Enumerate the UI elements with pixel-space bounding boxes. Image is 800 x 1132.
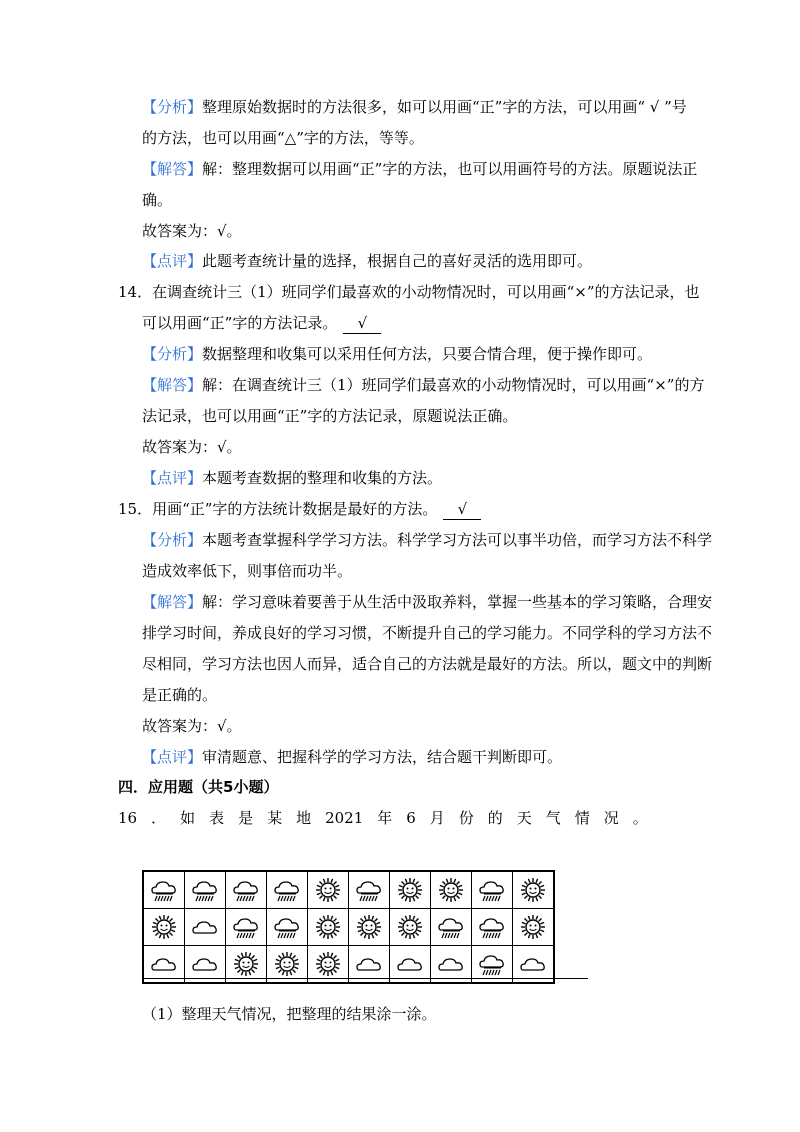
weather-row: [143, 871, 554, 909]
q16-stem-char: 况: [603, 809, 619, 827]
cloud-icon: [513, 951, 553, 977]
q14-stem-text: 可以用画“正”字的方法记录。: [142, 314, 338, 332]
q13-comment-line: [142, 251, 592, 271]
weather-cell: [226, 871, 267, 909]
q15-answer-line1: [142, 592, 712, 612]
weather-cell: [185, 909, 226, 946]
q15-final-answer: 故答案为：√。: [142, 717, 242, 735]
q14-answer-line2: 法记录，也可以用画“正”字的方法记录，原题说法正确。: [142, 407, 518, 425]
sun-icon: [308, 914, 348, 940]
sun-icon: [267, 951, 307, 977]
q13-answer-line1: [142, 159, 697, 179]
sun-icon: [513, 914, 553, 940]
weather-cell: [226, 909, 267, 946]
q14-answer-blank: √: [343, 313, 381, 334]
sun-icon: [308, 877, 348, 903]
q14-answer-text: 解：在调查统计三（1）班同学们最喜欢的小动物情况时，可以用画“×”的方: [202, 376, 705, 394]
weather-cell: [267, 909, 308, 946]
weather-table: [142, 870, 555, 984]
weather-cell: [143, 871, 185, 909]
q13-answer-text: 解：整理数据可以用画“正”字的方法，也可以用画符号的方法。原题说法正: [202, 160, 698, 178]
q16-stem-char: 某: [267, 809, 283, 827]
cloud-icon: [349, 951, 389, 977]
sun-icon: [349, 914, 389, 940]
rain-icon: [472, 877, 512, 903]
q16-stem-char: 年: [377, 809, 393, 827]
analysis-tag: 【分析】: [142, 531, 203, 549]
rain-icon: [144, 877, 184, 903]
q15-answer-text: 解：学习意味着要善于从生活中汲取养料，掌握一些基本的学习策略，合理安: [202, 593, 713, 611]
analysis-tag: 【分析】: [142, 345, 203, 363]
q16-sub-question-1: （1）整理天气情况，把整理的结果涂一涂。: [142, 1005, 437, 1023]
q14-stem-line2: [142, 313, 381, 334]
q15-answer-line4: 是正确的。: [142, 686, 218, 704]
comment-tag: 【点评】: [142, 252, 203, 270]
weather-cell: [513, 871, 555, 909]
weather-cell: [390, 909, 431, 946]
q14-answer-line1: [142, 375, 704, 395]
sun-icon: [390, 877, 430, 903]
q16-stem-char: 地: [296, 809, 312, 827]
rain-icon: [267, 914, 307, 940]
weather-cell: [472, 871, 513, 909]
sun-icon: [226, 951, 266, 977]
q16-stem-char: 份: [458, 809, 474, 827]
q16-stem-char: 是: [238, 809, 254, 827]
cloud-icon: [431, 951, 471, 977]
cloud-icon: [144, 951, 184, 977]
weather-cell: [308, 871, 349, 909]
q16-stem-char: 表: [209, 809, 225, 827]
weather-row: [143, 909, 554, 946]
q16-stem-char: 气: [545, 809, 561, 827]
comment-tag: 【点评】: [142, 748, 203, 766]
weather-cell: [390, 871, 431, 909]
q13-answer-line2: 确。: [142, 191, 173, 209]
q14-final-answer: 故答案为：√。: [142, 438, 242, 456]
answer-tag: 【解答】: [142, 376, 203, 394]
q16-stem-char: 2021: [325, 809, 364, 827]
q15-answer-blank: √: [443, 499, 481, 520]
q16-stem-char: 情: [574, 809, 590, 827]
cloud-icon: [185, 914, 225, 940]
q16-stem-char: 如: [180, 809, 196, 827]
q15-answer-line3: 尽相同，学习方法也因人而异，适合自己的方法就是最好的方法。所以，题文中的判断: [142, 655, 713, 673]
answer-tag: 【解答】: [142, 593, 203, 611]
sun-icon: [308, 951, 348, 977]
weather-cell: [349, 909, 390, 946]
table-underline: [142, 978, 588, 979]
q15-analysis-line1: [142, 530, 712, 550]
comment-tag: 【点评】: [142, 469, 203, 487]
q15-analysis-text: 本题考查掌握科学学习方法。科学学习方法可以事半功倍，而学习方法不科学: [202, 531, 713, 549]
weather-cell: [513, 909, 555, 946]
q16-stem-char: 天: [516, 809, 532, 827]
cloud-icon: [390, 951, 430, 977]
q16-stem-char: 16: [118, 809, 138, 827]
weather-cell: [349, 871, 390, 909]
q13-analysis-line2: 的方法，也可以用画“△”字的方法，等等。: [142, 129, 424, 147]
sun-icon: [390, 914, 430, 940]
rain-icon: [349, 877, 389, 903]
weather-cell: [308, 909, 349, 946]
q16-stem-char: 月: [429, 809, 445, 827]
q14-comment-line: [142, 468, 442, 488]
q15-stem-text: 15．用画“正”字的方法统计数据是最好的方法。: [118, 500, 438, 518]
q16-stem-char: 6: [406, 809, 416, 827]
rain-icon: [226, 914, 266, 940]
weather-cell: [431, 871, 472, 909]
q16-stem: [118, 808, 648, 828]
q16-stem-char: ．: [151, 809, 167, 827]
weather-cell: [143, 909, 185, 946]
weather-cell: [431, 909, 472, 946]
q14-analysis-line: [142, 344, 652, 364]
rain-icon: [472, 914, 512, 940]
analysis-tag: 【分析】: [142, 98, 203, 116]
rain-icon: [431, 914, 471, 940]
cloud-icon: [185, 951, 225, 977]
rain-icon: [472, 951, 512, 977]
q13-comment-text: 此题考查统计量的选择，根据自己的喜好灵活的选用即可。: [202, 252, 593, 270]
q16-stem-char: 的: [487, 809, 503, 827]
q15-comment-line: [142, 747, 562, 767]
answer-tag: 【解答】: [142, 160, 203, 178]
rain-icon: [267, 877, 307, 903]
q16-stem-char: 。: [632, 809, 648, 827]
sun-icon: [513, 877, 553, 903]
q15-stem-line: [118, 499, 481, 520]
q15-comment-text: 审清题意、把握科学的学习方法，结合题干判断即可。: [202, 748, 563, 766]
rain-icon: [226, 877, 266, 903]
q14-stem-line1: 14．在调查统计三（1）班同学们最喜欢的小动物情况时，可以用画“×”的方法记录，也: [118, 283, 700, 301]
q15-answer-line2: 排学习时间，养成良好的学习习惯，不断提升自己的学习能力。不同学科的学习方法不: [142, 624, 713, 642]
weather-cell: [472, 909, 513, 946]
weather-cell: [185, 871, 226, 909]
q14-analysis-text: 数据整理和收集可以采用任何方法，只要合情合理，便于操作即可。: [202, 345, 653, 363]
section-title: 四．应用题（共5小题）: [118, 778, 279, 796]
q13-analysis-line1: [142, 97, 687, 117]
q14-comment-text: 本题考查数据的整理和收集的方法。: [202, 469, 443, 487]
sun-icon: [144, 914, 184, 940]
q13-analysis-text: 整理原始数据时的方法很多，如可以用画“正”字的方法，可以用画“ √ ”号: [202, 98, 687, 116]
q13-final-answer: 故答案为：√。: [142, 222, 242, 240]
q15-analysis-line2: 造成效率低下，则事倍而功半。: [142, 562, 353, 580]
weather-cell: [267, 871, 308, 909]
rain-icon: [185, 877, 225, 903]
sun-icon: [431, 877, 471, 903]
